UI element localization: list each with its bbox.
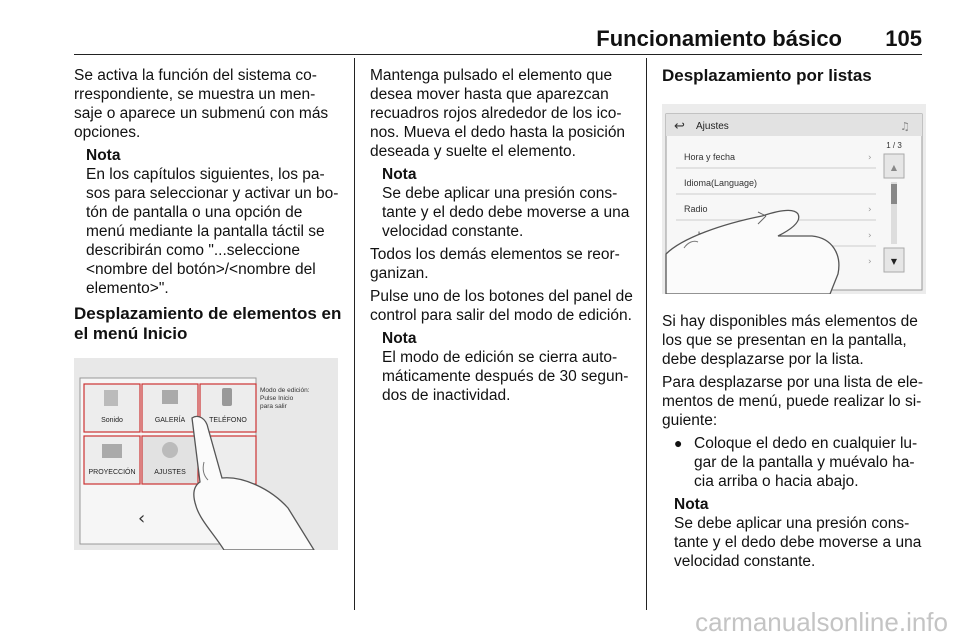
svg-text:›: › bbox=[868, 205, 872, 215]
svg-text:▲: ▲ bbox=[890, 163, 898, 172]
note bbox=[370, 329, 634, 405]
list-scroll-illustration bbox=[662, 104, 926, 294]
section-heading: Desplazamiento de elementos en el menú Inicio bbox=[74, 304, 342, 343]
note bbox=[370, 165, 634, 241]
paragraph: Pulse uno de los botones del panel de control para salir del modo de edición. bbox=[370, 288, 633, 324]
note-text: En los capítulos siguientes, los pa-sos para seleccionar y activar un bo-tón de pantalla o una opción de menú mediante la pantalla táctil se describirán como "...seleccione <nombre del botón>/<nombre del elemento>". bbox=[86, 166, 339, 297]
music-icon bbox=[104, 390, 118, 406]
note-text: Se debe aplicar una presión cons-tante y el dedo debe moverse a una velocidad constante. bbox=[382, 185, 630, 240]
paragraph: Todos los demás elementos se reor-ganizan. bbox=[370, 246, 620, 282]
note-text: Se debe aplicar una presión cons-tante y el dedo debe moverse a una velocidad constante. bbox=[674, 515, 922, 570]
gear-icon bbox=[162, 442, 178, 458]
note bbox=[74, 146, 342, 298]
page-number: 105 bbox=[885, 26, 922, 51]
column-divider-1 bbox=[354, 58, 355, 610]
svg-text:›: › bbox=[868, 257, 872, 267]
note-label: Nota bbox=[674, 496, 709, 513]
phone-icon bbox=[222, 388, 232, 406]
column-1 bbox=[74, 66, 342, 550]
gallery-icon bbox=[162, 390, 178, 404]
section-heading: Desplazamiento por listas bbox=[662, 66, 872, 85]
note bbox=[662, 495, 926, 571]
bullet-dot: ● bbox=[674, 435, 683, 451]
list-scroll-figure bbox=[662, 104, 926, 294]
projection-icon bbox=[102, 444, 122, 458]
tile-label: PROYECCIÓN bbox=[88, 469, 136, 476]
svg-text:›: › bbox=[868, 231, 872, 241]
tile-proyeccion bbox=[84, 436, 140, 484]
page-header bbox=[74, 26, 922, 54]
list-item-label: Idioma(Language) bbox=[684, 178, 758, 188]
column-3 bbox=[662, 66, 926, 575]
header-rule bbox=[74, 54, 922, 55]
note-label: Nota bbox=[382, 166, 417, 183]
home-menu-figure bbox=[74, 358, 338, 550]
bullet-text: Coloque el dedo en cualquier lu-gar de la pantalla y muévalo ha-cia arriba o hacia abajo. bbox=[694, 435, 918, 490]
note-label: Nota bbox=[382, 330, 417, 347]
scrollbar-thumb bbox=[891, 184, 897, 204]
paragraph: Se activa la función del sistema co-rrespondiente, se muestra un men-saje o aparece un submenú con más opciones. bbox=[74, 67, 329, 141]
chevron-left-icon: ‹ bbox=[138, 508, 146, 529]
edit-mode-hint: Modo de edición: Pulse Inicio para salir bbox=[260, 387, 310, 410]
paragraph: Mantenga pulsado el elemento que desea mover hasta que aparezcan recuadros rojos alrededor de los ico-nos. Mueva el dedo hasta la posición deseada y suelte el elemento. bbox=[370, 67, 626, 160]
list-item-label: Hora y fecha bbox=[684, 152, 736, 162]
back-arrow-icon: ↩ bbox=[674, 119, 685, 134]
svg-text:›: › bbox=[868, 153, 872, 163]
paragraph: Si hay disponibles más elementos de los que se presentan en la pantalla, debe desplazarse por la lista. bbox=[662, 313, 918, 368]
page-title: Funcionamiento básico bbox=[596, 26, 842, 51]
bullet-item bbox=[662, 434, 926, 491]
tile-label: Sonido bbox=[101, 417, 123, 424]
tile-label: GALERÍA bbox=[154, 417, 186, 424]
paragraph: Para desplazarse por una lista de ele-mentos de menú, puede realizar lo si-guiente: bbox=[662, 374, 924, 429]
page-indicator: 1 / 3 bbox=[886, 141, 902, 150]
svg-text:▼: ▼ bbox=[890, 257, 898, 266]
screen-title: Ajustes bbox=[696, 121, 729, 132]
tile-label: TELÉFONO bbox=[209, 417, 247, 424]
tile-label: AJUSTES bbox=[154, 469, 186, 476]
music-note-icon: ♫ bbox=[900, 120, 910, 133]
watermark: carmanualsonline.info bbox=[695, 607, 948, 637]
note-label: Nota bbox=[86, 147, 121, 164]
list-item-label: Radio bbox=[684, 204, 708, 214]
column-2 bbox=[370, 66, 634, 409]
home-menu-illustration bbox=[74, 358, 338, 550]
column-divider-2 bbox=[646, 58, 647, 610]
note-text: El modo de edición se cierra auto-máticamente después de 30 segun-dos de inactividad. bbox=[382, 349, 629, 404]
